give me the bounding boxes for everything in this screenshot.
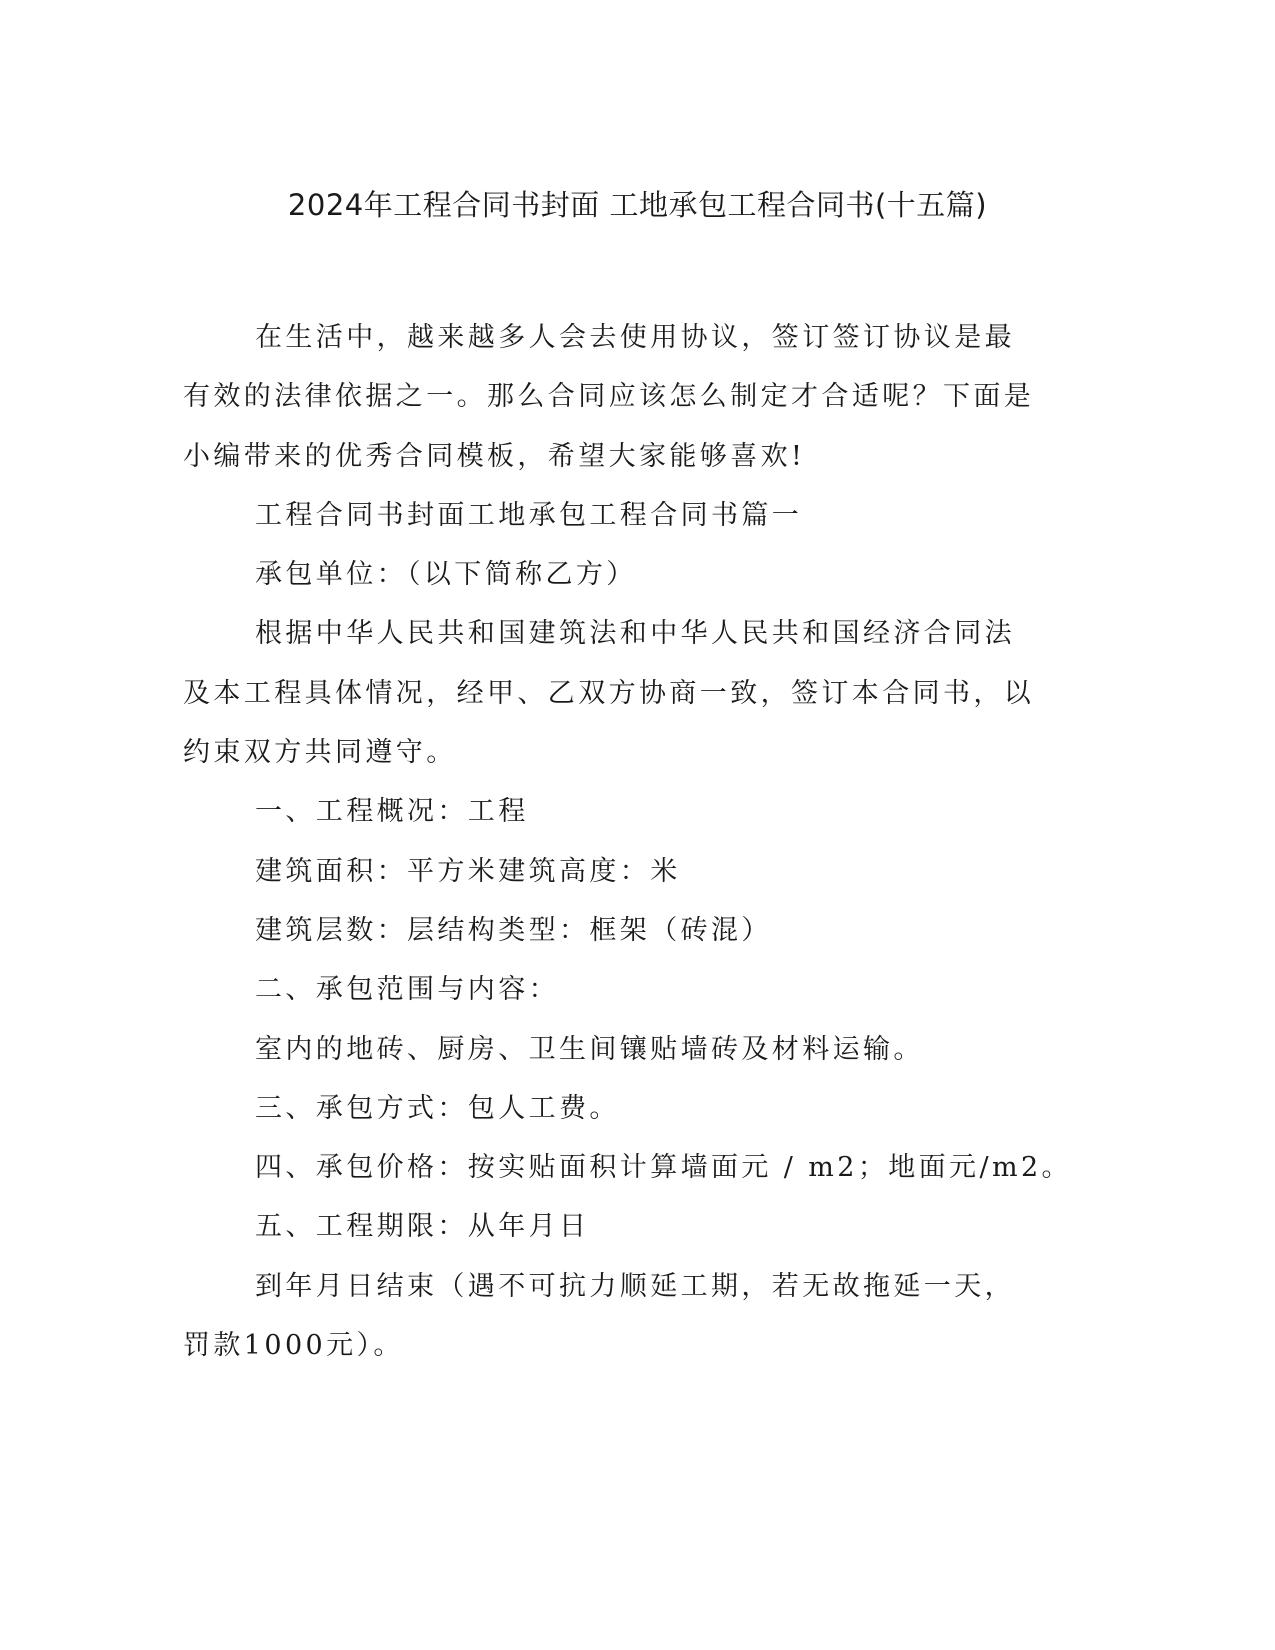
building-floors-line: 建筑层数：层结构类型：框架（砖混） bbox=[255, 914, 772, 946]
contract-price: 四、承包价格：按实贴面积计算墙面元 / m2；地面元/m2。 bbox=[255, 1152, 1072, 1184]
intro-paragraph: 在生活中，越来越多人会去使用协议，签订签订协议是最有效的法律依据之一。那么合同应该怎么制定才合适呢？下面是小编带来的优秀合同模板，希望大家能够喜欢! bbox=[183, 322, 1035, 472]
document-title: 2024年工程合同书封面 工地承包工程合同书(十五篇) bbox=[287, 188, 988, 222]
contractor-line: 承包单位：（以下简称乙方） bbox=[255, 559, 637, 591]
scope-content: 室内的地砖、厨房、卫生间镶贴墙砖及材料运输。 bbox=[255, 1033, 924, 1065]
basis-paragraph: 根据中华人民共和国建筑法和中华人民共和国经济合同法及本工程具体情况，经甲、乙双方协商一致，签订本合同书，以约束双方共同遵守。 bbox=[183, 618, 1035, 769]
building-area-line: 建筑面积：平方米建筑高度：米 bbox=[255, 855, 681, 887]
document-body bbox=[183, 308, 1072, 1375]
project-period: 五、工程期限：从年月日 bbox=[255, 1211, 590, 1243]
contract-method: 三、承包方式：包人工费。 bbox=[255, 1092, 620, 1124]
project-overview: 一、工程概况：工程 bbox=[255, 796, 529, 828]
project-end-paragraph: 到年月日结束（遇不可抗力顺延工期，若无故拖延一天，罚款1000元）。 bbox=[183, 1270, 1015, 1362]
section-heading: 工程合同书封面工地承包工程合同书篇一 bbox=[255, 499, 803, 531]
scope-heading: 二、承包范围与内容： bbox=[255, 974, 559, 1006]
